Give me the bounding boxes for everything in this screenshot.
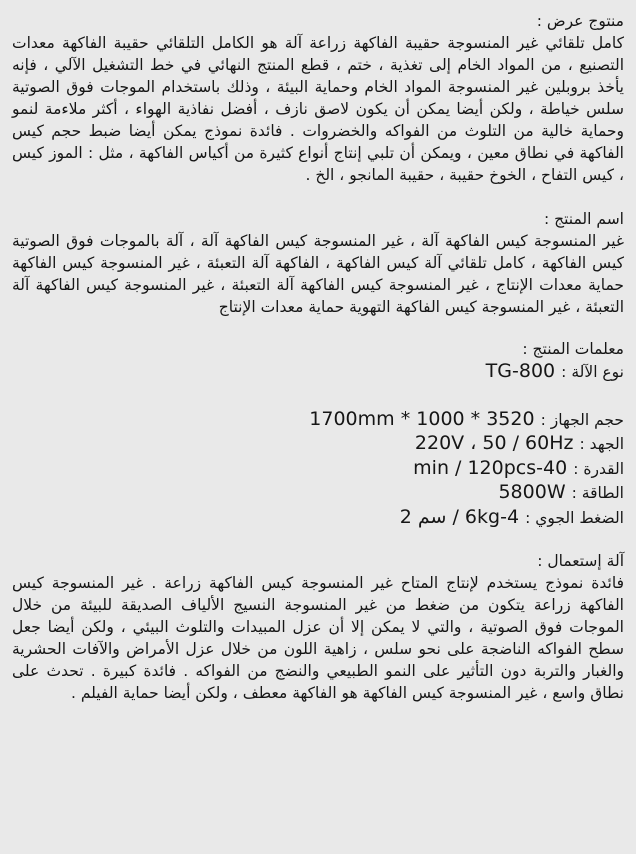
usage-text: فائدة نموذج يستخدم لإنتاج المتاح غير المنسوجة كيس الفاكهة زراعة . غير المنسوجة كيس الفاكهة زراعة يتكون من ضغط من غير المنسوجة النسيج الألياف الصديقة للبيئة من خلال الموجات فوق الصوتية ، والتي لا يمكن إلا أن عزل المبيدات والتلوث البيئي ، ولكن أيضا جعل سطح الفواكه الناضجة على نحو سلس ، زاهية اللون من خلال عزل الأمراض والآفات الحشرية والغبار والتربة دون التأثير على النمو الطبيعي والنضج من الفواكه . فائدة كبيرة . تحدث على نطاق واسع ، غير المنسوجة كيس الفاكهة هو الفاكهة معطف ، ولكن أيضا حماية الفيلم . (12, 574, 624, 702)
overview-text: كامل تلقائي غير المنسوجة حقيبة الفاكهة زراعة آلة هو الكامل التلقائي حقيبة الفاكهة معدات التصنيع ، من المواد الخام إلى تغذية ، ختم ، قطع المنتج النهائي في خط التشغيل الآلي ، فإنه يأخذ بروبلين غير المنسوجة المواد الخام وحماية البيئة ، وذلك باستخدام الموجات فوق الصوتية سلس خياطة ، ولكن أيضا يمكن أن يكون لاصق نازف ، أفضل نفاذية الهواء ، أكثر ملاءمة لنمو وحماية خالية من التلوث من الفواكه والخضروات . فائدة نموذج يمكن أيضا ضبط حجم كيس الفاكهة في نطاق معين ، ويمكن أن تلبي إنتاج أنواع كثيرة من أكياس الفاكهة ، مثل : الموز كيس ، كيس التفاح ، الخوخ حقيبة ، حقيبة المانجو ، الخ . (12, 34, 624, 184)
product-name-section (12, 208, 624, 318)
section-spacer (12, 318, 624, 338)
usage-heading: آلة إستعمال : (537, 552, 624, 570)
section-spacer (12, 530, 624, 550)
spec-value: 220V ، 50 / 60Hz (414, 432, 574, 454)
spec-power (12, 481, 624, 506)
spec-label: حجم الجهاز : (540, 410, 624, 429)
spec-value: 3520 * 1000 * 1700mm (309, 407, 535, 430)
machine-usage-section (12, 550, 624, 704)
section-spacer (12, 186, 624, 208)
spec-value: 4-6kg / سم 2 (399, 505, 520, 528)
spec-label: نوع الآلة : (561, 363, 624, 381)
spec-value: TG-800 (485, 360, 556, 382)
product-name-heading: اسم المنتج : (543, 210, 624, 228)
spec-label: القدرة : (573, 459, 624, 478)
parameters-heading: معلمات المنتج : (522, 340, 624, 358)
spec-value: 5800W (498, 481, 566, 503)
spec-label: الطاقة : (571, 484, 624, 502)
spec-list (12, 360, 624, 530)
spec-capacity (12, 457, 624, 482)
spec-machine-type (12, 360, 624, 385)
spec-air-pressure (12, 506, 624, 531)
product-parameters-section (12, 338, 624, 530)
spec-size (12, 408, 624, 433)
overview-heading: منتوج عرض : (536, 12, 624, 30)
spec-value: 40-min / 120pcs (413, 456, 568, 479)
product-overview-section (12, 10, 624, 186)
spec-label: الجهد : (579, 435, 624, 453)
product-name-text: غير المنسوجة كيس الفاكهة آلة ، غير المنسوجة كيس الفاكهة آلة ، آلة بالموجات فوق الصوتية كيس الفاكهة ، كامل تلقائي آلة كيس الفاكهة ، الفاكهة آلة التعبئة ، غير المنسوجة كيس الفاكهة حماية معدات الإنتاج ، غير المنسوجة كيس الفاكهة آلة التعبئة ، غير المنسوجة كيس الفاكهة آلة التعبئة ، غير المنسوجة كيس الفاكهة التهوية حماية معدات الإنتاج (12, 232, 624, 316)
spec-label: الضغط الجوي : (525, 508, 624, 527)
spec-voltage (12, 432, 624, 457)
